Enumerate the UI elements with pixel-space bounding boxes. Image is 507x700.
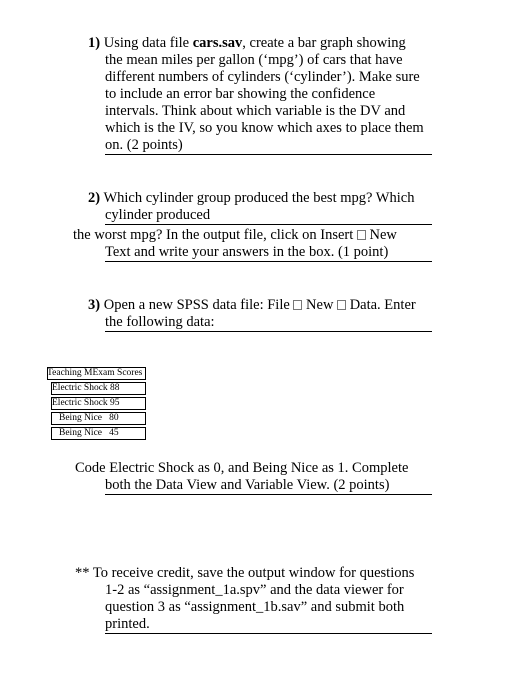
q1-line-4: to include an error bar showing the confidence — [105, 86, 376, 102]
q2-number: 2) — [88, 190, 101, 206]
q2-underline-2 — [105, 261, 432, 262]
q2-underline-1 — [105, 224, 432, 225]
table-row: Electric Shock 95 — [52, 398, 120, 408]
table-header: Teaching MExam Scores — [47, 368, 143, 378]
q2-line-2: cylinder produced — [105, 207, 211, 223]
credit-underline — [105, 633, 432, 634]
q1-line-1: 1) Using data file cars.sav, create a bar graph showing — [88, 35, 406, 51]
q1-line-6: which is the IV, so you know which axes to place them — [105, 120, 424, 136]
q3-line-1: 3) Open a new SPSS data file: File New Data. Enter — [88, 297, 416, 313]
table-row: Electric Shock 88 — [52, 383, 120, 393]
arrow-placeholder-icon — [337, 300, 346, 310]
q1-line-2: the mean miles per gallon (‘mpg’) of cars that have — [105, 52, 403, 68]
table-row: Being Nice 45 — [59, 428, 119, 438]
code-line-1: Code Electric Shock as 0, and Being Nice as 1. Complete — [75, 460, 409, 476]
code-underline — [105, 494, 432, 495]
credit-line-3: question 3 as “assignment_1b.sav” and submit both — [105, 599, 405, 615]
q2-line-4: Text and write your answers in the box. (1 point) — [105, 244, 389, 260]
q1-line-7: on. (2 points) — [105, 137, 183, 153]
q1-line-5: intervals. Think about which variable is the DV and — [105, 103, 406, 119]
credit-line-2: 1-2 as “assignment_1a.spv” and the data viewer for — [105, 582, 404, 598]
q2-line-3: the worst mpg? In the output file, click on Insert New — [73, 227, 397, 243]
credit-line-4: printed. — [105, 616, 150, 632]
credit-line-1: ** To receive credit, save the output window for questions — [75, 565, 415, 581]
q2-line-1: 2) Which cylinder group produced the best mpg? Which — [88, 190, 415, 206]
arrow-placeholder-icon — [293, 300, 302, 310]
q3-line-2: the following data: — [105, 314, 215, 330]
table-row: Being Nice 80 — [59, 413, 119, 423]
q3-number: 3) — [88, 297, 101, 313]
q3-underline — [105, 331, 432, 332]
code-line-2: both the Data View and Variable View. (2 points) — [105, 477, 390, 493]
arrow-placeholder-icon — [357, 230, 366, 240]
q1-line-3: different numbers of cylinders (‘cylinder’). Make sure — [105, 69, 420, 85]
q1-filename: cars.sav — [192, 35, 243, 51]
q1-number: 1) — [88, 35, 101, 51]
q1-underline — [105, 154, 432, 155]
